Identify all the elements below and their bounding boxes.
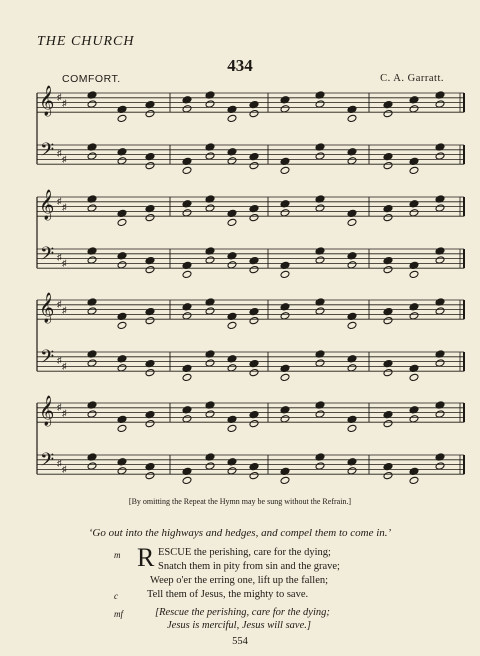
note-head [280,270,290,278]
note-head [117,467,127,475]
note-head [315,256,325,264]
bass-clef: 𝄢 [40,450,55,475]
note-head [249,471,259,479]
note-head [182,476,192,484]
note-head [205,359,215,367]
composer-name: C. A. Garratt. [380,73,444,84]
drop-cap: R [137,543,155,572]
note-head [435,256,445,264]
dynamic-mark: mf [114,609,123,619]
note-head [87,462,97,470]
note-head [409,166,419,174]
dynamic-mark: c [114,591,118,601]
note-head [409,476,419,484]
note-head [182,209,192,217]
note-head [145,419,155,427]
bass-clef: 𝄢 [40,244,55,269]
note-head [383,265,393,273]
note-head [182,166,192,174]
note-head [347,364,357,372]
note-head [249,161,259,169]
sharp-sign: ♯ [57,355,62,365]
note-head [205,256,215,264]
note-head [145,161,155,169]
note-head [87,410,97,418]
note-head [347,218,357,226]
sharp-sign: ♯ [57,458,62,468]
note-head [205,462,215,470]
note-head [227,157,237,165]
note-head [315,462,325,470]
note-head [280,476,290,484]
note-head [182,312,192,320]
note-head [409,270,419,278]
note-head [435,462,445,470]
note-head [182,105,192,113]
verse-line: Snatch them in pity from sin and the grave; [158,561,340,572]
note-head [87,307,97,315]
sharp-sign: ♯ [62,361,67,371]
note-head [383,161,393,169]
tune-name: COMFORT. [62,73,121,85]
note-head [347,467,357,475]
treble-clef: 𝄞 [39,190,55,220]
verse-line: ESCUE the perishing, care for the dying; [158,547,331,558]
sharp-sign: ♯ [62,258,67,268]
note-head [205,410,215,418]
note-head [280,373,290,381]
note-head [383,419,393,427]
note-head [383,109,393,117]
note-head [87,256,97,264]
note-head [347,157,357,165]
note-head [280,105,290,113]
note-head [409,105,419,113]
note-head [117,424,127,432]
note-head [87,204,97,212]
verse-line: Weep o'er the erring one, lift up the fallen; [150,575,329,586]
note-head [227,364,237,372]
note-head [145,471,155,479]
note-head [117,321,127,329]
note-head [227,114,237,122]
note-head [87,152,97,160]
page-number: 554 [232,636,248,647]
note-head [249,419,259,427]
note-head [227,467,237,475]
note-head [347,424,357,432]
note-head [205,204,215,212]
note-head [315,204,325,212]
running-title: THE CHURCH [37,34,135,49]
note-head [383,316,393,324]
sharp-sign: ♯ [62,202,67,212]
note-head [249,109,259,117]
note-head [249,213,259,221]
sharp-sign: ♯ [62,154,67,164]
note-head [117,261,127,269]
note-head [347,261,357,269]
note-head [205,307,215,315]
note-head [435,100,445,108]
note-head [227,424,237,432]
note-head [435,359,445,367]
treble-clef: 𝄞 [39,86,55,116]
dynamic-mark: m [114,550,121,560]
sharp-sign: ♯ [57,196,62,206]
note-head [315,410,325,418]
footnote: [By omitting the Repeat the Hymn may be sung without the Refrain.] [128,497,352,506]
note-head [227,218,237,226]
bass-clef: 𝄢 [40,347,55,372]
note-head [205,152,215,160]
note-head [280,209,290,217]
note-head [205,100,215,108]
note-head [409,373,419,381]
note-head [145,265,155,273]
note-head [145,213,155,221]
note-head [249,316,259,324]
sharp-sign: ♯ [57,402,62,412]
note-head [347,321,357,329]
note-head [280,415,290,423]
sharp-sign: ♯ [62,408,67,418]
verse-line: Tell them of Jesus, the mighty to save. [147,589,309,600]
note-head [280,166,290,174]
note-head [117,114,127,122]
note-head [383,213,393,221]
note-head [409,312,419,320]
note-head [227,321,237,329]
note-head [435,307,445,315]
note-head [182,270,192,278]
hymn-number: 434 [227,56,253,75]
verse-line-refrain: [Rescue the perishing, care for the dying; [155,607,330,618]
note-head [145,368,155,376]
note-head [182,415,192,423]
note-head [117,364,127,372]
note-head [249,368,259,376]
note-head [383,368,393,376]
note-head [435,204,445,212]
note-head [435,152,445,160]
note-head [315,152,325,160]
sharp-sign: ♯ [62,464,67,474]
note-head [87,100,97,108]
note-head [145,316,155,324]
note-head [227,261,237,269]
sharp-sign: ♯ [57,299,62,309]
bass-clef: 𝄢 [40,140,55,165]
note-head [315,307,325,315]
note-head [117,157,127,165]
note-head [182,373,192,381]
note-head [249,265,259,273]
note-head [383,471,393,479]
note-head [347,114,357,122]
sharp-sign: ♯ [62,305,67,315]
note-head [315,359,325,367]
note-head [280,312,290,320]
sharp-sign: ♯ [57,92,62,102]
note-head [117,218,127,226]
sharp-sign: ♯ [62,98,67,108]
verse-line-refrain: Jesus is merciful, Jesus will save.] [167,620,311,631]
treble-clef: 𝄞 [39,396,55,426]
sharp-sign: ♯ [57,148,62,158]
note-head [315,100,325,108]
note-head [409,415,419,423]
note-head [145,109,155,117]
sharp-sign: ♯ [57,252,62,262]
treble-clef: 𝄞 [39,293,55,323]
note-head [435,410,445,418]
epigraph: ‘Go out into the highways and hedges, and compel them to come in.’ [88,527,392,539]
note-head [87,359,97,367]
note-head [409,209,419,217]
